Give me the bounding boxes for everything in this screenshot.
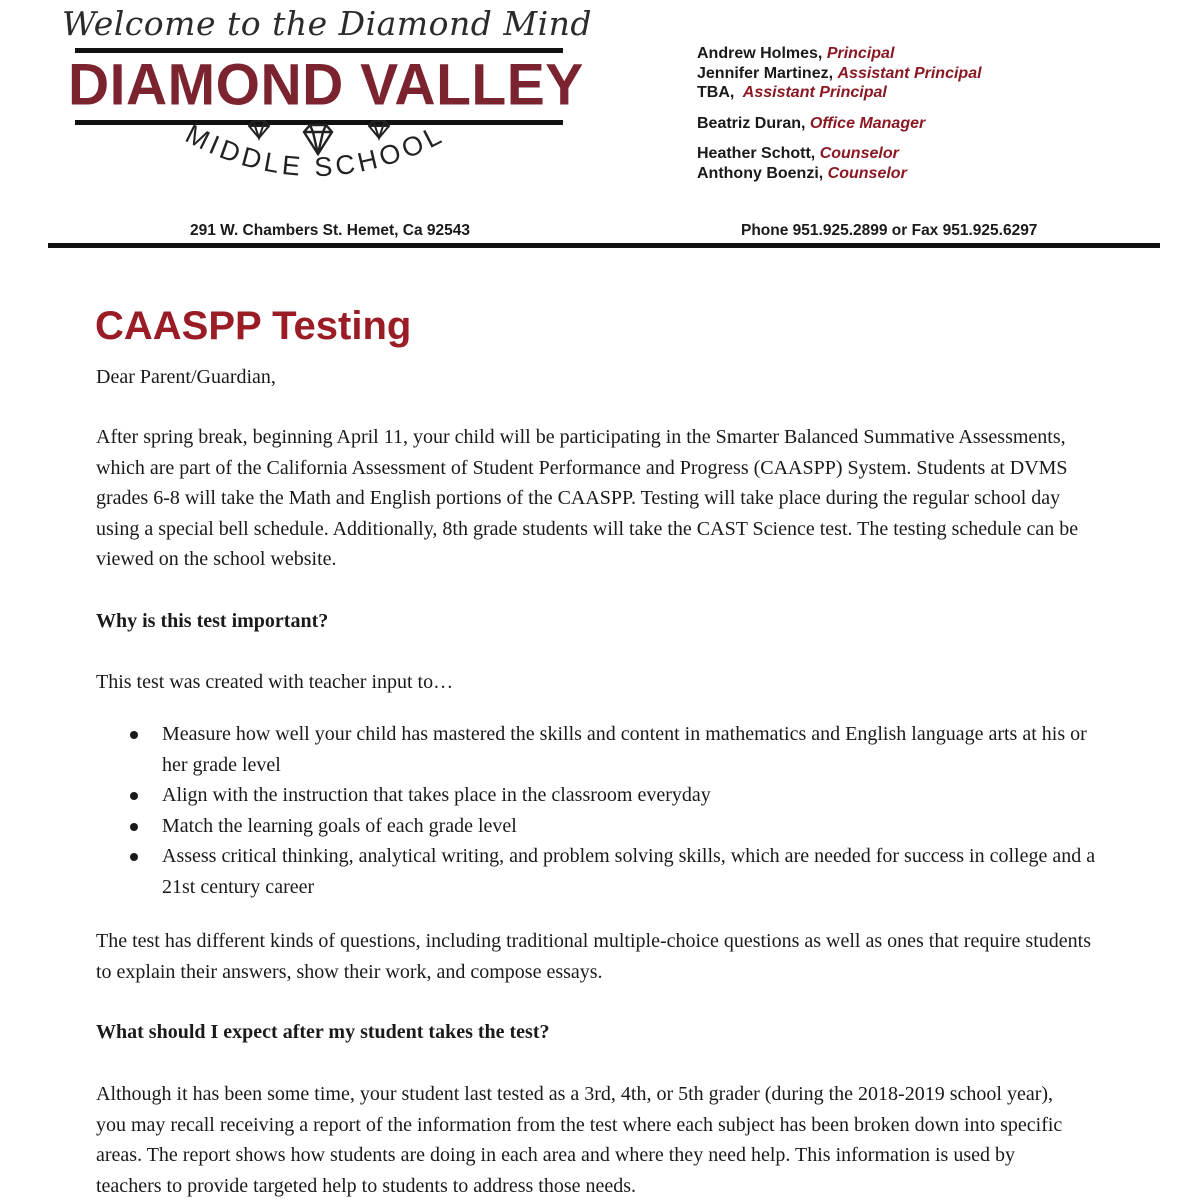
staff-name: Beatriz Duran, bbox=[697, 115, 806, 132]
staff-line-5 bbox=[697, 144, 899, 164]
header-divider bbox=[48, 243, 1160, 248]
list-item-text: Match the learning goals of each grade level bbox=[162, 814, 517, 837]
staff-name: TBA, bbox=[697, 84, 735, 101]
question-heading-importance: Why is this test important? bbox=[96, 610, 329, 632]
staff-name: Andrew Holmes, bbox=[697, 45, 823, 62]
staff-role: Principal bbox=[826, 45, 895, 62]
staff-line-4 bbox=[697, 114, 925, 134]
staff-role: Counselor bbox=[827, 165, 907, 182]
logo-tagline: Welcome to the Diamond Mind bbox=[62, 4, 593, 43]
bullet-icon bbox=[130, 853, 138, 861]
staff-role: Counselor bbox=[819, 145, 899, 162]
list-item-text: Align with the instruction that takes place in the classroom everyday bbox=[162, 784, 711, 806]
staff-line-2 bbox=[697, 64, 982, 84]
school-phone-fax: Phone 951.925.2899 or Fax 951.925.6297 bbox=[741, 222, 1038, 239]
list-item bbox=[96, 841, 1096, 902]
purpose-list bbox=[96, 719, 1096, 902]
list-item-text: Measure how well your child has mastered the skills and content in mathematics and English language arts at his or her grade level bbox=[162, 723, 1087, 776]
intro-paragraph: After spring break, beginning April 11, your child will be participating in the Smarter Balanced Summative Assessments, which are part of the California Assessment of Student Performance and Progress (CAASPP) System. Students at DVMS grades 6-8 will take the Math and English portions of the CAASPP. Testing will take place during the regular school day using a special bell schedule. Additionally, 8th grade students will take the CAST Science test. The testing schedule can be viewed on the school website. bbox=[96, 426, 1079, 570]
document-title: CAASPP Testing bbox=[95, 304, 412, 348]
question-heading-expectations: What should I expect after my student takes the test? bbox=[96, 1021, 550, 1043]
staff-line-6 bbox=[697, 164, 907, 184]
salutation: Dear Parent/Guardian, bbox=[96, 366, 276, 388]
staff-line-3 bbox=[697, 83, 887, 103]
list-item bbox=[96, 811, 1096, 842]
school-address: 291 W. Chambers St. Hemet, Ca 92543 bbox=[190, 222, 470, 239]
closing-paragraph: Although it has been some time, your student last tested as a 3rd, 4th, or 5th grader (during the 2018-2019 school year), you may recall receiving a report of the information from the test where each subject has been broken down into specific areas. The report shows how students are doing in each area and where they need help. This information is used by teachers to provide targeted help to students to address those needs. bbox=[96, 1083, 1063, 1197]
staff-role: Assistant Principal bbox=[742, 84, 887, 101]
staff-name: Anthony Boenzi, bbox=[697, 165, 824, 182]
diamond-icon bbox=[249, 121, 269, 138]
bullet-icon bbox=[130, 823, 138, 831]
lead-sentence: This test was created with teacher input to… bbox=[96, 671, 454, 693]
list-item-text: Assess critical thinking, analytical writing, and problem solving skills, which are needed for success in college and a 21st century career bbox=[162, 845, 1096, 898]
diamond-icon bbox=[304, 125, 332, 154]
staff-name: Jennifer Martinez, bbox=[697, 65, 834, 82]
bullet-icon bbox=[130, 792, 138, 800]
staff-role: Office Manager bbox=[809, 115, 926, 132]
logo-emblem bbox=[150, 110, 480, 200]
question-types-paragraph: The test has different kinds of questions, including traditional multiple-choice questions as well as ones that require students to explain their answers, show their work, and compose essays. bbox=[96, 930, 1091, 983]
bullet-icon bbox=[130, 731, 138, 739]
diamond-icon bbox=[369, 121, 389, 138]
staff-role: Assistant Principal bbox=[837, 65, 982, 82]
list-item bbox=[96, 780, 1096, 811]
staff-name: Heather Schott, bbox=[697, 145, 816, 162]
list-item bbox=[96, 719, 1096, 780]
staff-line-1 bbox=[697, 44, 894, 64]
logo-school-name: DIAMOND VALLEY bbox=[68, 52, 584, 118]
logo-subtitle: MIDDLE SCHOOL bbox=[180, 118, 450, 183]
